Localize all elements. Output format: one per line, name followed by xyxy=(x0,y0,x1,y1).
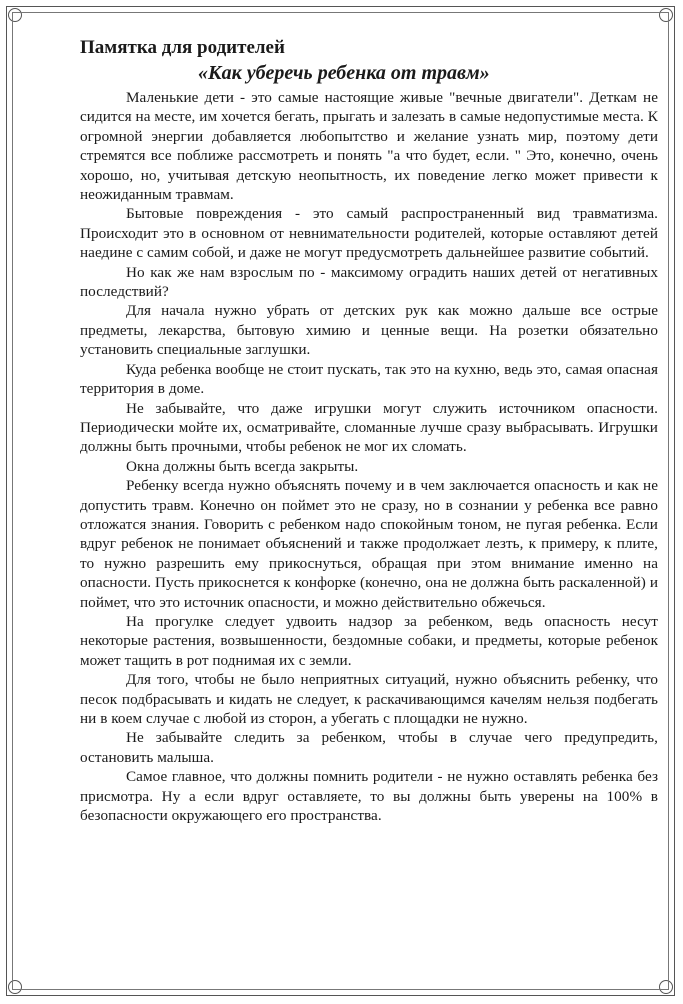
memo-subtitle: «Как уберечь ребенка от травм» xyxy=(198,62,490,84)
paragraph: Ребенку всегда нужно объяснять почему и в чем заключается опасность и как не допустить травм. Конечно он поймет это не сразу, но в сознании у ребенка все равно отложатся знания. Говорить с ребенком надо спокойным тоном, не пугая ребенка. Если вдруг ребенок не понимает объяснений и также продолжает лезть, к примеру, к плите, то нужно разрешить ему прикоснуться, обращая при этом внимание именно на опасности. Пусть прикоснется к конфорке (конечно, она не должна быть раскаленной) и поймет, что это источник опасности, и можно действительно обжечься. xyxy=(80,477,658,611)
paragraph: Для того, чтобы не было неприятных ситуаций, нужно объяснить ребенку, что песок подбрасывать и кидать не следует, к раскачивающимся качелям нельзя подбегать ни в коем случае с любой из сторон, а убегать с площадки не нужно. xyxy=(80,671,658,727)
paragraph: На прогулке следует удвоить надзор за ребенком, ведь опасность несут некоторые растения, возвышенности, бездомные собаки, и предметы, которые ребенок может тащить в рот поднимая их с земли. xyxy=(80,612,658,669)
paragraph: Бытовые повреждения - это самый распространенный вид травматизма. Происходит это в основном от невнимательности родителей, которые оставляют детей наедине с самим собой, и даже не могут предусмотреть дальнейшее развитие событий. xyxy=(80,205,658,262)
paragraph: Окна должны быть всегда закрыты. xyxy=(126,457,359,475)
paragraph: Куда ребенка вообще не стоит пускать, так это на кухню, ведь это, самая опасная территория в доме. xyxy=(80,360,658,398)
paragraph: Не забывайте следить за ребенком, чтобы в случае чего предупредить, остановить малыша. xyxy=(80,729,658,766)
paragraph: Но как же нам взрослым по - максимому оградить наших детей от негативных последствий? xyxy=(80,263,658,301)
paragraph: Для начала нужно убрать от детских рук как можно дальше все острые предметы, лекарства, бытовую химию и ценные вещи. На розетки обязательно установить специальные заглушки. xyxy=(80,302,658,359)
paragraph: Маленькие дети - это самые настоящие живые "вечные двигатели". Деткам не сидится на месте, им хочется бегать, прыгать и залезать в самые недопустимые места. К огромной энергии добавляется любопытство и желание узнать мир, поэтому дети стремятся все поближе рассмотреть и понять "а что будет, если. " Это, конечно, очень хорошо, но, учитывая детскую неопытность, их поведение легко может привести к неожиданным травмам. xyxy=(80,89,658,204)
memo-title: Памятка для родителей xyxy=(80,37,285,58)
paragraph: Не забывайте, что даже игрушки могут служить источником опасности. Периодически мойте их, осматривайте, сломанные лучше сразу выбрасывать. Игрушки должны быть прочными, чтобы ребенок не мог их сломать. xyxy=(80,399,658,456)
paragraph: Самое главное, что должны помнить родители - не нужно оставлять ребенка без присмотра. Ну а если вдруг оставляете, то вы должны быть уверены на 100% в безопасности окружающего его пространства. xyxy=(80,768,658,825)
memo-document xyxy=(80,36,658,825)
